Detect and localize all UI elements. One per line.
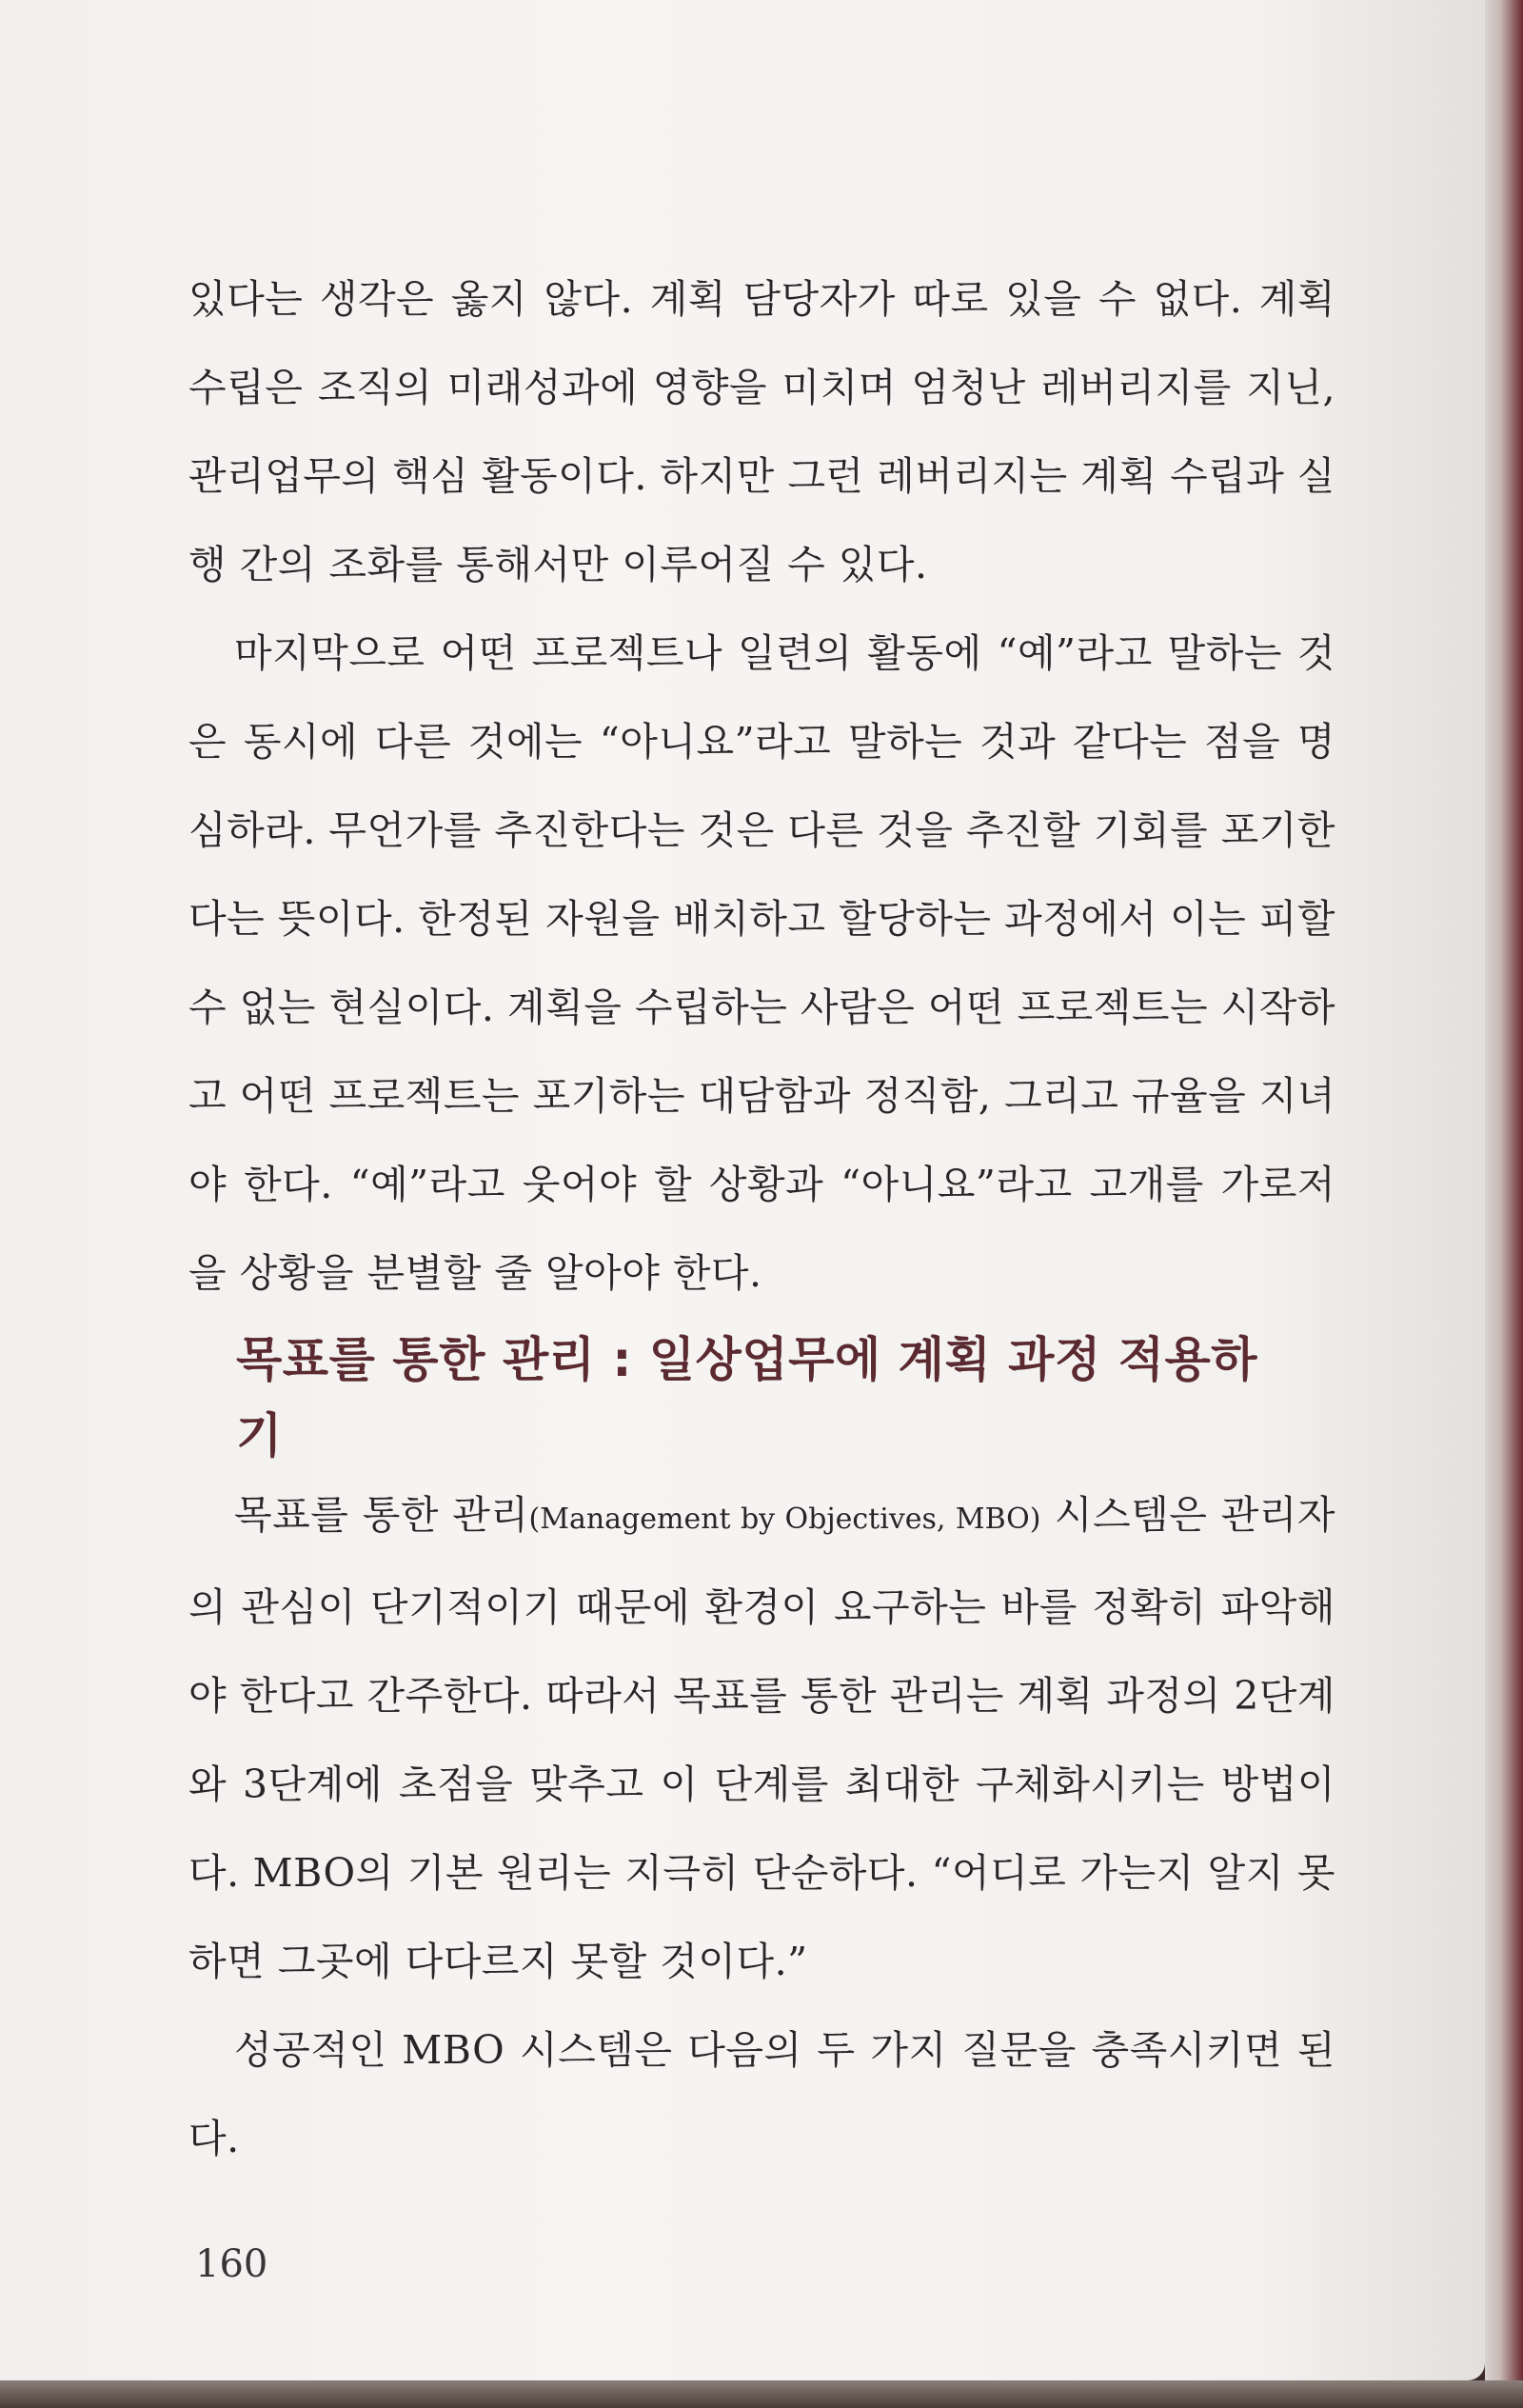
paragraph-3-rest: 시스템은 관리자의 관심이 단기적이기 때문에 환경이 요구하는 바를 정확히 파악해야 한다고 간주한다. 따라서 목표를 통한 관리는 계획 과정의 2단계와 3단계에 초점을 맞추고 이 단계를 최대한 구체화시키는 방법이다. MBO의 기본 원리는 지극히 단순하다. “어디로 가는지 알지 못하면 그곳에 다다르지 못할 것이다.” — [188, 1492, 1336, 1984]
paragraph-1: 있다는 생각은 옳지 않다. 계획 담당자가 따로 있을 수 없다. 계획 수립은 조직의 미래성과에 영향을 미치며 엄청난 레버리지를 지닌, 관리업무의 핵심 활동이다. 하지만 그런 레버리지는 계획 수립과 실행 간의 조화를 통해서만 이루어질 수 있다. — [188, 276, 1335, 587]
table-surface — [0, 2380, 1523, 2408]
paragraph-3-english-term: (Management by Objectives, MBO) — [528, 1503, 1041, 1536]
bottom-text-block — [188, 1471, 1335, 2183]
paragraph-4: 성공적인 MBO 시스템은 다음의 두 가지 질문을 충족시키면 된다. — [188, 2027, 1335, 2161]
section-title: 목표를 통한 관리 : 일상업무에 계획 과정 적용하기 — [236, 1332, 1258, 1463]
paragraph-3 — [188, 1471, 1335, 2006]
page-number: 160 — [195, 2242, 268, 2286]
top-text-block — [188, 255, 1335, 1318]
paragraph-2: 마지막으로 어떤 프로젝트나 일련의 활동에 “예”라고 말하는 것은 동시에 다른 것에는 “아니요”라고 말하는 것과 같다는 점을 명심하라. 무언가를 추진한다는 것은 다른 것을 추진할 기회를 포기한다는 뜻이다. 한정된 자원을 배치하고 할당하는 과정에서 이는 피할 수 없는 현실이다. 계획을 수립하는 사람은 어떤 프로젝트는 시작하고 어떤 프로젝트는 포기하는 대담함과 정직함, 그리고 규율을 지녀야 한다. “예”라고 웃어야 할 상황과 “아니요”라고 고개를 가로저을 상황을 분별할 줄 알아야 한다. — [188, 630, 1335, 1296]
book-edge — [1485, 0, 1523, 2408]
paragraph-3-start: 목표를 통한 관리 — [234, 1492, 529, 1538]
